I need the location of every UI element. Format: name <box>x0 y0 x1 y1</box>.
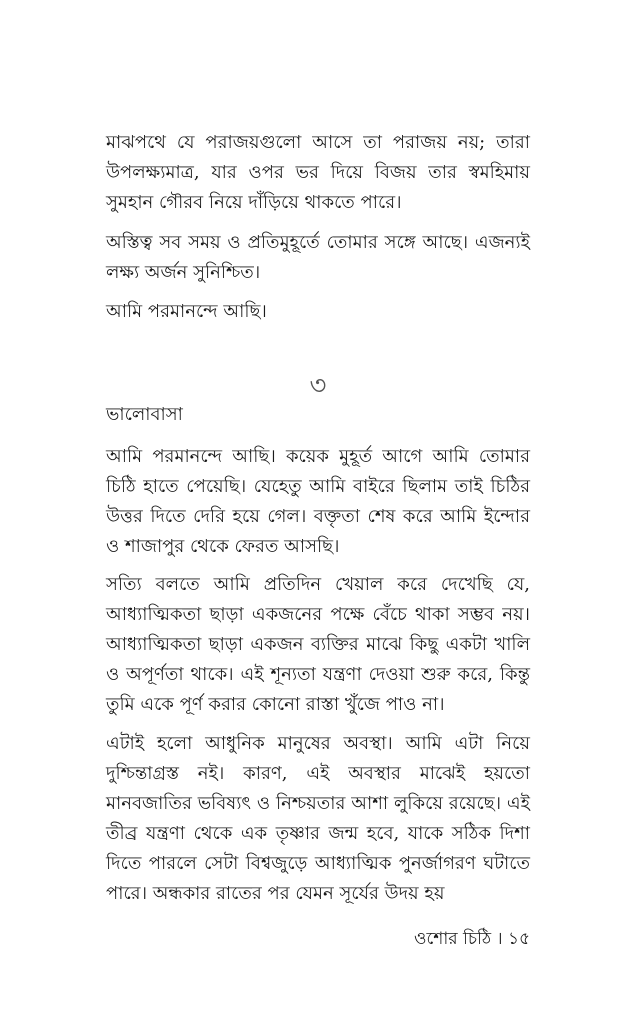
running-title: ওশোর চিঠি <box>413 929 492 949</box>
paragraph-bliss-closing: আমি পরমানন্দে আছি। <box>106 301 267 322</box>
paragraph-spirituality: সত্যি বলতে আমি প্রতিদিন খেয়াল করে দেখেছি যে, আধ্যাত্মিকতা ছাড়া একজনের পক্ষে বেঁচে থাকা সম্ভব নয়। আধ্যাত্মিকতা ছাড়া একজন ব্যক্তির মাঝে কিছু একটা খালি ও অপূর্ণতা থাকে। এই শূন্যতা যন্ত্রণা দেওয়া শুরু করে, কিন্তু তুমি একে পূর্ণ করার কোনো রাস্তা খুঁজে পাও না। <box>106 574 530 715</box>
paragraph-letter-received: আমি পরমানন্দে আছি। কয়েক মুহূর্ত আগে আমি তোমার চিঠি হাতে পেয়েছি। যেহেতু আমি বাইরে ছিলাম তাই চিঠির উত্তর দিতে দেরি হয়ে গেল। বক্তৃতা শেষ করে আমি ইন্দোর ও শাজাপুর থেকে ফেরত আসছি। <box>106 446 530 557</box>
footer-separator: । <box>496 929 503 949</box>
page-number: ১৫ <box>507 929 530 949</box>
page-footer <box>414 926 530 952</box>
chapter-number: ৩ <box>309 371 327 401</box>
paragraph-defeat: মাঝপথে যে পরাজয়গুলো আসে তা পরাজয় নয়; তারা উপলক্ষ্যমাত্র, যার ওপর ভর দিয়ে বিজয় তার স্বমহিমায় সুমহান গৌরব নিয়ে দাঁড়িয়ে থাকতে পারে। <box>106 132 530 213</box>
paragraph-existence: অস্তিত্ব সব সময় ও প্রতিমুহূর্তে তোমার সঙ্গে আছে। এজন্যই লক্ষ্য অর্জন সুনিশ্চিত। <box>106 232 530 283</box>
paragraph-modern-man: এটাই হলো আধুনিক মানুষের অবস্থা। আমি এটা নিয়ে দুশ্চিন্তাগ্রস্ত নই। কারণ, এই অবস্থার মাঝেই হয়তো মানবজাতির ভবিষ্যৎ ও নিশ্চয়তার আশা লুকিয়ে রয়েছে। এই তীব্র যন্ত্রণা থেকে এক তৃষ্ণার জন্ম হবে, যাকে সঠিক দিশা দিতে পারলে সেটা বিশ্বজুড়ে আধ্যাত্মিক পুনর্জাগরণ ঘটাতে পারে। অন্ধকার রাতের পর যেমন সূর্যের উদয় হয় <box>106 733 530 904</box>
letter-salutation: ভালোবাসা <box>106 404 183 425</box>
